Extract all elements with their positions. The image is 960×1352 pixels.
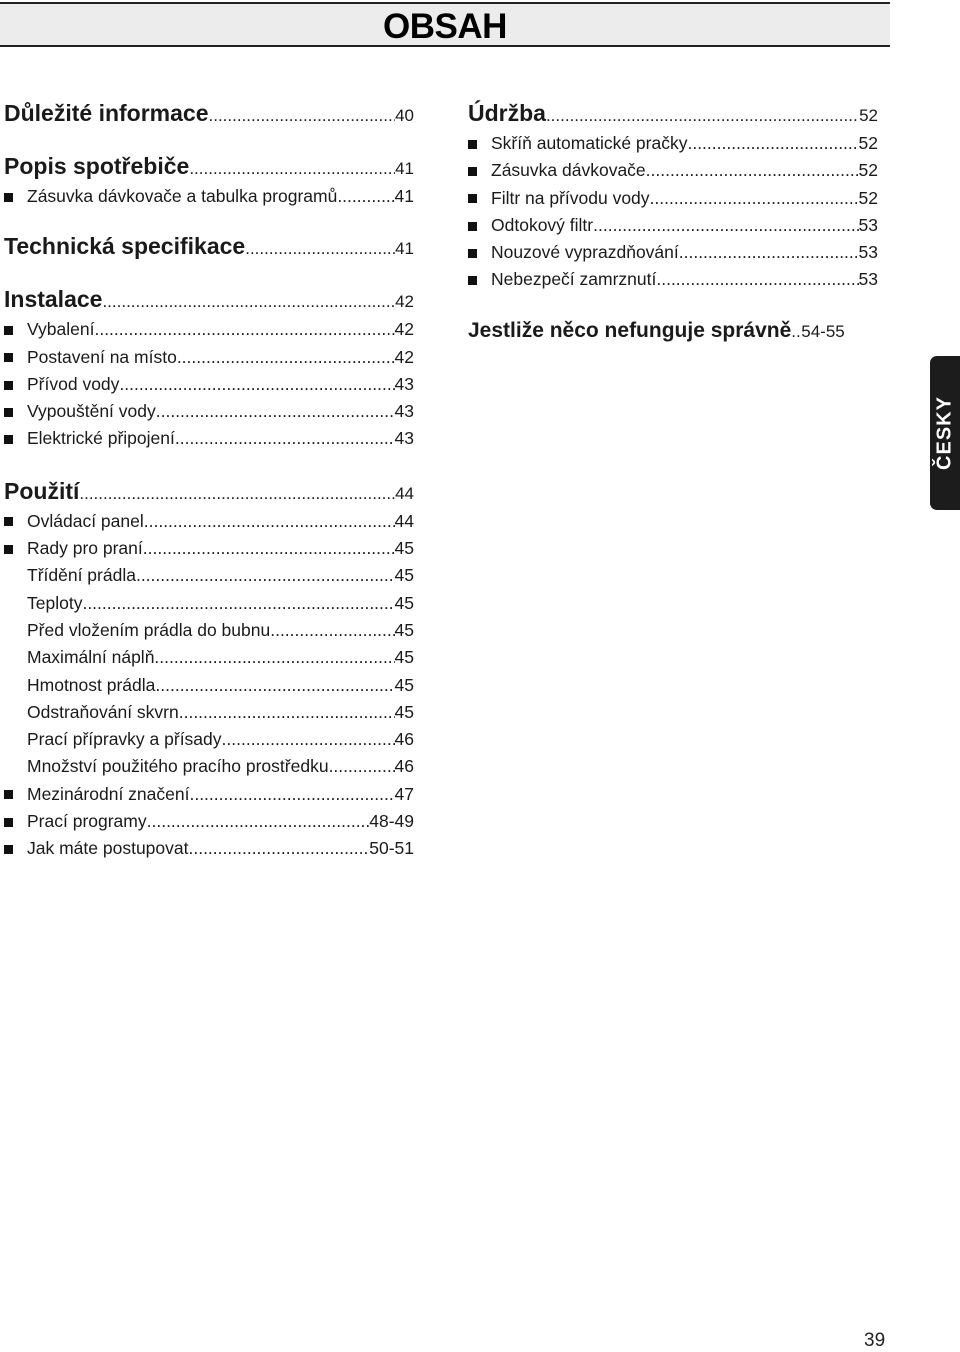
page-number: 39 <box>864 1330 886 1351</box>
toc-heading-label: Popis spotřebiče <box>4 153 190 179</box>
toc-page-number: 50-51 <box>369 838 414 859</box>
toc-item-label: Nebezpečí zamrznutí <box>468 266 656 293</box>
leader-dots <box>209 99 396 130</box>
toc-item[interactable] <box>4 808 414 835</box>
toc-heading-label: Důležité informace <box>4 100 209 126</box>
toc-page-number: 45 <box>394 592 414 613</box>
leader-dots <box>245 232 395 263</box>
toc-page-number: 41 <box>394 186 414 206</box>
leader-dots <box>222 726 395 753</box>
toc-page-number: 53 <box>858 242 878 263</box>
toc-item-label: Odtokový filtr <box>468 212 593 239</box>
leader-dots <box>593 212 858 239</box>
toc-heading-label: Použití <box>4 477 80 504</box>
toc-item-label: Teploty <box>27 592 83 613</box>
toc-item-label: Třídění prádla <box>27 565 136 586</box>
toc-page-number: 43 <box>394 373 414 394</box>
toc-item[interactable] <box>4 183 414 210</box>
toc-item-label: Prací programy <box>4 808 147 835</box>
leader-dots <box>546 99 859 130</box>
toc-heading-label: Technická specifikace <box>4 233 246 260</box>
toc-page-number: 46 <box>394 729 414 750</box>
toc-page-number: 44 <box>394 510 414 531</box>
toc-page-number: 45 <box>394 701 414 722</box>
toc-item-label: Skříň automatické pračky <box>468 130 687 157</box>
toc-item[interactable] <box>468 266 878 293</box>
toc-item[interactable] <box>4 316 414 343</box>
toc-item[interactable] <box>4 617 414 644</box>
toc-item[interactable] <box>4 371 414 398</box>
toc-heading-udrzba[interactable] <box>468 97 878 130</box>
toc-heading-label: Údržba <box>468 100 546 126</box>
toc-item-label: Zásuvka dávkovače <box>468 157 646 184</box>
toc-item[interactable] <box>4 726 414 753</box>
leader-dots <box>143 535 395 562</box>
toc-item[interactable] <box>4 562 414 589</box>
toc-page-number: 41 <box>395 239 414 259</box>
toc-page-number: 53 <box>858 214 878 235</box>
toc-item-label: Filtr na přívodu vody <box>468 185 650 212</box>
toc-page-number: 40 <box>395 106 414 125</box>
leader-dots <box>179 699 395 726</box>
toc-page-number: 45 <box>394 565 414 586</box>
toc-page-number: 52 <box>858 133 878 153</box>
toc-page-number: 42 <box>394 346 414 367</box>
toc-heading-technicka-specifikace[interactable] <box>4 230 414 263</box>
title-bar <box>0 2 890 47</box>
leader-dots <box>329 753 395 780</box>
leader-dots <box>650 185 859 212</box>
toc-item-label: Prací přípravky a přísady <box>27 729 222 750</box>
toc-item[interactable] <box>4 344 414 371</box>
toc-page-number: 42 <box>394 319 414 340</box>
toc-page-number: 52 <box>858 160 878 181</box>
leader-dots <box>679 239 859 266</box>
toc-right-column <box>468 97 878 347</box>
toc-heading-pouziti[interactable] <box>4 475 414 508</box>
toc-item[interactable] <box>4 672 414 699</box>
toc-heading-popis-spotrebice[interactable] <box>4 150 414 183</box>
toc-item-label: Vybalení <box>4 316 94 343</box>
leader-dots <box>79 477 395 508</box>
toc-item-label: Elektrické připojení <box>4 425 175 452</box>
toc-item-label: Přívod vody <box>4 371 119 398</box>
toc-item-label: Rady pro praní <box>4 535 143 562</box>
toc-heading-instalace[interactable] <box>4 283 414 316</box>
leader-dots <box>656 266 858 293</box>
leader-dots <box>119 371 394 398</box>
leader-dots <box>147 808 370 835</box>
toc-heading-label: Instalace <box>4 286 103 313</box>
leader-dots <box>94 316 394 343</box>
toc-item-label: Odstraňování skvrn <box>27 701 179 722</box>
toc-page-number: 47 <box>394 783 414 804</box>
toc-item-label: Vypouštění vody <box>4 398 156 425</box>
leader-dots <box>136 562 395 589</box>
leader-dots <box>337 183 394 210</box>
toc-item[interactable] <box>4 644 414 671</box>
leader-dots <box>270 617 394 644</box>
toc-item[interactable] <box>4 590 414 617</box>
toc-page-number: 46 <box>394 756 414 777</box>
toc-page-number: 45 <box>394 538 414 559</box>
toc-item-label: Množství použitého pracího prostředku <box>27 756 329 777</box>
toc-item[interactable] <box>4 425 414 452</box>
language-tab-label: ČESKY <box>933 396 956 470</box>
toc-page-number: 43 <box>394 428 414 449</box>
leader-dots <box>144 508 395 535</box>
leader-dots <box>646 157 859 184</box>
toc-page-number: 41 <box>395 159 414 178</box>
toc-page-number: 45 <box>394 674 414 695</box>
leader-dots <box>189 781 394 808</box>
toc-item-label: Nouzové vyprazdňování <box>468 239 679 266</box>
toc-item[interactable] <box>4 781 414 808</box>
toc-item[interactable] <box>4 835 414 862</box>
toc-item-label: Zásuvka dávkovače a tabulka programů <box>4 183 337 210</box>
toc-item[interactable] <box>468 130 878 157</box>
toc-page-number: 54-55 <box>801 321 845 341</box>
leader-dots <box>175 425 395 452</box>
toc-heading-jestlize-neco-nefunguje[interactable] <box>468 314 878 347</box>
toc-item-label: Jak máte postupovat <box>4 835 188 862</box>
toc-item[interactable] <box>4 535 414 562</box>
leader-dots <box>791 315 801 347</box>
language-tab <box>930 356 960 510</box>
page-title: OBSAH <box>383 7 507 46</box>
leader-dots <box>156 398 395 425</box>
toc-item[interactable] <box>4 398 414 425</box>
toc-page-number: 45 <box>394 619 414 640</box>
toc-item[interactable] <box>4 699 414 726</box>
leader-dots <box>154 644 394 671</box>
toc-page-number: 42 <box>395 292 414 312</box>
toc-item[interactable] <box>4 753 414 780</box>
toc-item[interactable] <box>468 239 878 266</box>
toc-page-number: 44 <box>395 483 414 503</box>
leader-dots <box>82 590 394 617</box>
leader-dots <box>177 344 395 371</box>
toc-item[interactable] <box>468 185 878 212</box>
leader-dots <box>155 672 394 699</box>
toc-page-number: 43 <box>394 401 414 422</box>
toc-item-label: Maximální náplň <box>27 647 155 668</box>
toc-page-number: 52 <box>858 187 878 208</box>
toc-left-column <box>4 97 414 863</box>
leader-dots <box>687 130 858 157</box>
toc-item[interactable] <box>468 157 878 184</box>
leader-dots <box>188 835 369 862</box>
toc-item-label: Hmotnost prádla <box>27 674 156 695</box>
toc-item[interactable] <box>468 212 878 239</box>
toc-item-label: Ovládací panel <box>4 508 144 535</box>
toc-heading-dulezite-informace[interactable] <box>4 97 414 130</box>
toc-page-number: 53 <box>858 269 878 290</box>
toc-page-number: 45 <box>394 647 414 668</box>
toc-item-label: Postavení na místo <box>4 344 177 371</box>
toc-page-number: 52 <box>859 106 878 125</box>
leader-dots <box>102 285 395 316</box>
toc-heading-label: Jestliže něco nefunguje správně <box>468 318 792 342</box>
toc-page-number: 48-49 <box>369 811 414 832</box>
toc-item-label: Před vložením prádla do bubnu <box>27 619 271 640</box>
toc-item-label: Mezinárodní značení <box>4 781 189 808</box>
leader-dots <box>189 152 395 183</box>
toc-item[interactable] <box>4 508 414 535</box>
